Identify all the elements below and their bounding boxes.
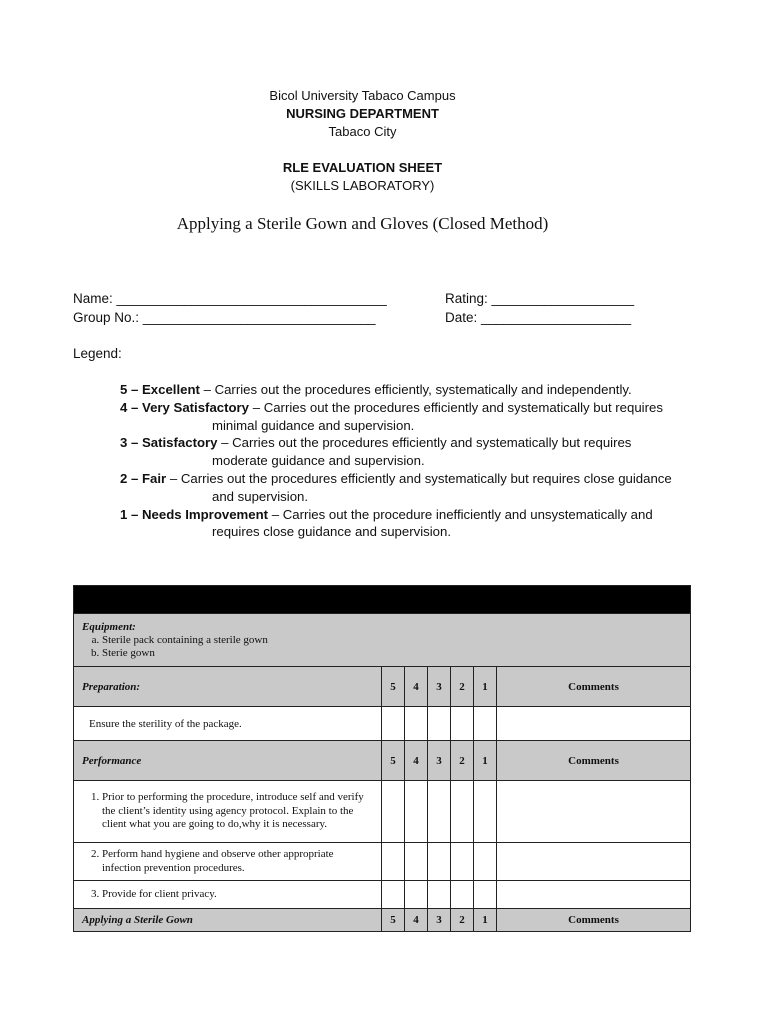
rating-cell-5[interactable] (382, 707, 405, 741)
procedure-title: Applying a Sterile Gown and Gloves (Closed Method) (176, 214, 549, 233)
performance-header-row (74, 741, 691, 781)
sheet-title: RLE EVALUATION SHEET (282, 160, 443, 175)
city-name: Tabaco City (328, 124, 397, 139)
performance-step: 1. Prior to performing the procedure, introduce self and verify the client’s identity using agency protocol. Explain to the client what you are going to do,why it is necessary. (102, 791, 375, 832)
rating-field[interactable]: Rating: ___________________ (445, 291, 635, 306)
table-row (74, 707, 691, 741)
equipment-item: a. Sterile pack containing a sterile gown (102, 634, 682, 647)
scale-2: 2 (451, 741, 474, 781)
rating-cell-3[interactable] (428, 781, 451, 843)
scale-4: 4 (405, 909, 428, 932)
rating-cell-4[interactable] (405, 707, 428, 741)
scale-1: 1 (474, 741, 497, 781)
comment-cell[interactable] (497, 843, 691, 881)
comment-cell[interactable] (497, 707, 691, 741)
legend-item-5: 5 – Excellent – Carries out the procedures efficiently, systematically and independently. (120, 382, 632, 397)
department-name: NURSING DEPARTMENT (286, 106, 439, 121)
comments-header: Comments (497, 667, 691, 707)
equipment-item: b. Sterie gown (102, 647, 682, 660)
name-field[interactable]: Name: ____________________________________ (73, 291, 387, 306)
scale-1: 1 (474, 667, 497, 707)
table-row (74, 881, 691, 909)
scale-2: 2 (451, 667, 474, 707)
rating-cell-5[interactable] (382, 843, 405, 881)
scale-5: 5 (382, 741, 405, 781)
scale-4: 4 (405, 741, 428, 781)
table-row (74, 781, 691, 843)
comment-cell[interactable] (497, 781, 691, 843)
rating-cell-1[interactable] (474, 707, 497, 741)
sheet-subtitle: (SKILLS LABORATORY) (290, 178, 435, 193)
rating-cell-1[interactable] (474, 781, 497, 843)
rating-cell-1[interactable] (474, 881, 497, 909)
equipment-list (82, 634, 682, 660)
legend-item-3: 3 – Satisfactory – Carries out the procedures efficiently and systematically but requires moderate guidance and supervision. (120, 435, 632, 469)
rating-cell-5[interactable] (382, 781, 405, 843)
preparation-step: Ensure the sterility of the package. (74, 707, 382, 741)
date-field[interactable]: Date: ____________________ (445, 310, 632, 325)
gown-header-row (74, 909, 691, 932)
gown-section-title: Applying a Sterile Gown (74, 909, 382, 932)
evaluation-table (73, 585, 691, 932)
scale-3: 3 (428, 741, 451, 781)
rating-cell-3[interactable] (428, 707, 451, 741)
rating-cell-3[interactable] (428, 881, 451, 909)
scale-4: 4 (405, 667, 428, 707)
rating-cell-1[interactable] (474, 843, 497, 881)
preparation-header-row (74, 667, 691, 707)
rating-cell-2[interactable] (451, 843, 474, 881)
table-header-bar (74, 586, 691, 614)
rating-cell-3[interactable] (428, 843, 451, 881)
scale-1: 1 (474, 909, 497, 932)
legend-item-1: 1 – Needs Improvement – Carries out the procedure inefficiently and unsystematically and requires close guidance and supervision. (120, 506, 653, 540)
legend-title: Legend: (73, 346, 122, 361)
legend-item-2: 2 – Fair – Carries out the procedures efficiently and systematically but requires close guidance and supervision. (120, 470, 672, 504)
scale-3: 3 (428, 909, 451, 932)
group-field[interactable]: Group No.: _______________________________ (73, 310, 376, 325)
scale-5: 5 (382, 909, 405, 932)
scale-2: 2 (451, 909, 474, 932)
performance-step: 2. Perform hand hygiene and observe other appropriate infection prevention procedures. (102, 848, 375, 875)
legend-list (120, 381, 680, 541)
rating-cell-4[interactable] (405, 843, 428, 881)
equipment-title: Equipment: (82, 620, 136, 633)
rating-cell-5[interactable] (382, 881, 405, 909)
performance-title: Performance (74, 741, 382, 781)
rating-cell-2[interactable] (451, 707, 474, 741)
rating-cell-2[interactable] (451, 781, 474, 843)
rating-cell-4[interactable] (405, 781, 428, 843)
performance-step: 3. Provide for client privacy. (102, 888, 375, 902)
table-row (74, 843, 691, 881)
scale-3: 3 (428, 667, 451, 707)
comments-header: Comments (497, 909, 691, 932)
legend-item-4: 4 – Very Satisfactory – Carries out the procedures efficiently and systematically but requires minimal guidance and supervision. (120, 399, 663, 433)
comment-cell[interactable] (497, 881, 691, 909)
rating-cell-2[interactable] (451, 881, 474, 909)
preparation-title: Preparation: (74, 667, 382, 707)
equipment-row (74, 614, 691, 667)
comments-header: Comments (497, 741, 691, 781)
university-name: Bicol University Tabaco Campus (269, 88, 456, 103)
scale-5: 5 (382, 667, 405, 707)
rating-cell-4[interactable] (405, 881, 428, 909)
